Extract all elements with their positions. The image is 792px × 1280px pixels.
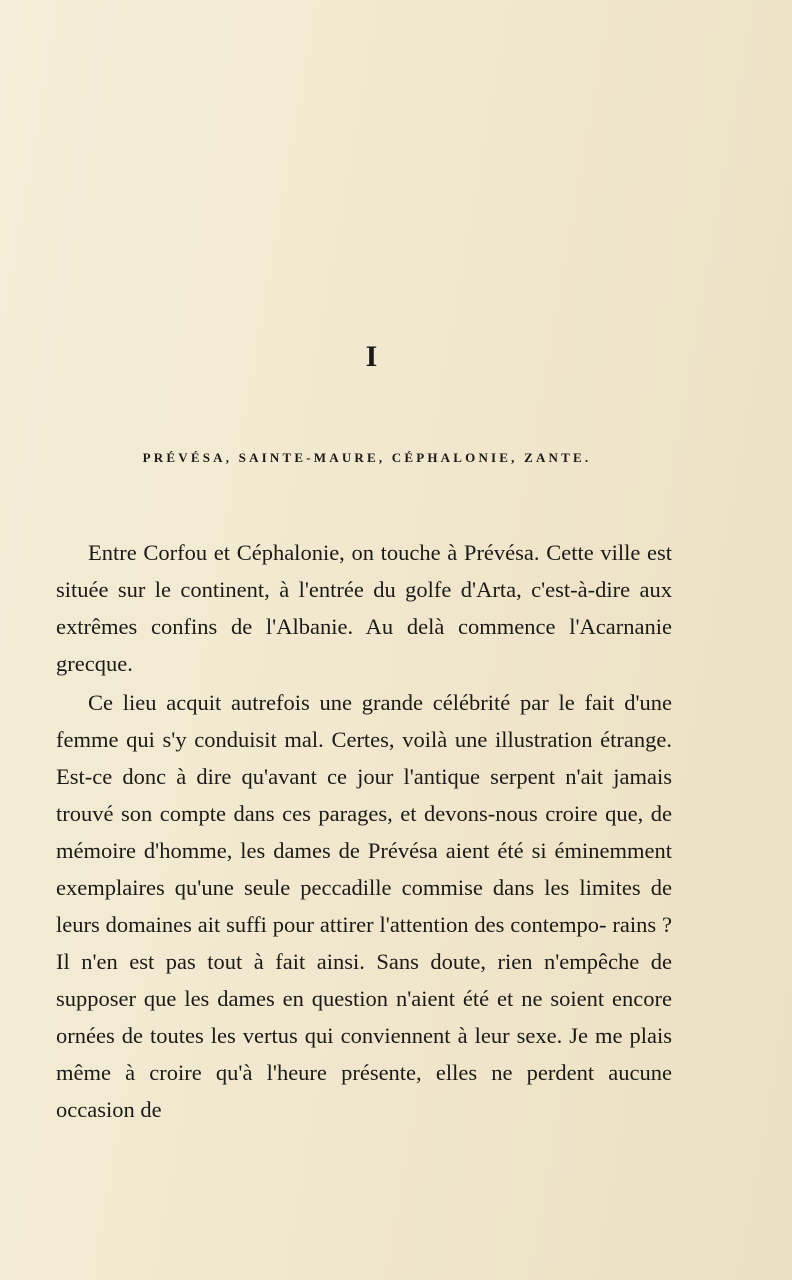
chapter-number: I	[365, 340, 379, 373]
chapter-title: PRÉVÉSA, SAINTE-MAURE, CÉPHALONIE, ZANTE.	[142, 450, 592, 465]
body-text	[56, 534, 672, 1128]
paragraph-1: Entre Corfou et Céphalonie, on touche à Prévésa. Cette ville est située sur le continent, à l'entrée du golfe d'Arta, c'est-à-dire aux extrêmes confins de l'Albanie. Au delà commence l'Acarnanie grecque.	[56, 540, 672, 676]
paragraph-2: Ce lieu acquit autrefois une grande célébrité par le fait d'une femme qui s'y conduisit mal. Certes, voilà une illustration étrange. Est-ce donc à dire qu'avant ce jour l'antique serpent n'ait jamais trouvé son compte dans ces parages, et devons-nous croire que, de mémoire d'homme, les dames de Prévésa aient été si éminemment exemplaires qu'une seule peccadille commise dans les limites de leurs domaines ait suffi pour attirer l'attention des contempo- rains ? Il n'en est pas tout à fait ainsi. Sans doute, rien n'empêche de supposer que les dames en question n'aient été et ne soient encore ornées de toutes les vertus qui conviennent à leur sexe. Je me plais même à croire qu'à l'heure présente, elles ne perdent aucune occasion de	[56, 690, 672, 1122]
